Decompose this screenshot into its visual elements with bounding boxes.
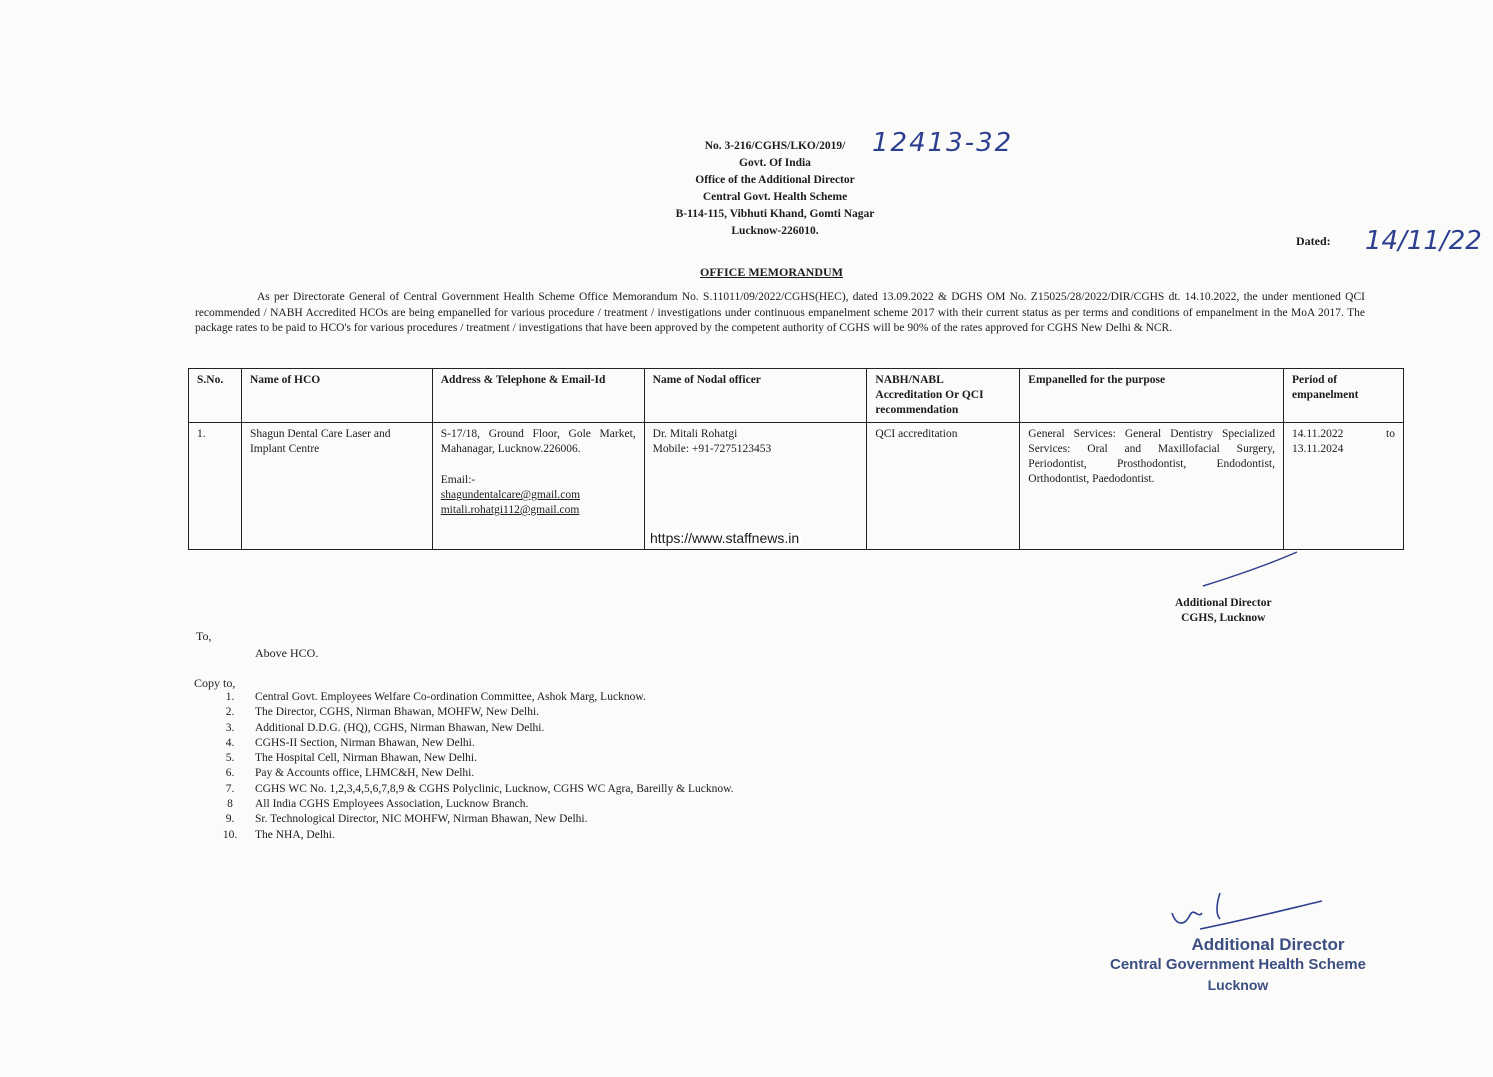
email-label: Email:- (440, 474, 476, 486)
list-item: 8 All India CGHS Employees Association, Lucknow Branch. (227, 798, 529, 811)
col-hco-name: Name of HCO (241, 369, 432, 423)
memo-title: OFFICE MEMORANDUM (700, 265, 843, 279)
to-label: To, (196, 629, 212, 643)
stamp-signature-icon (1150, 885, 1330, 935)
email-link-1[interactable]: shagundentalcare@gmail.com (440, 489, 581, 501)
handwritten-date: 14/11/22 (1365, 226, 1482, 256)
watermark-link[interactable]: https://www.staffnews.in (650, 530, 800, 546)
period-from: 14.11.2022 (1292, 428, 1344, 440)
to-recipient: Above HCO. (255, 646, 319, 660)
list-item: 6. Pay & Accounts office, LHMC&H, New Delhi. (225, 767, 475, 780)
handwritten-reference: 12413-32 (872, 128, 1014, 158)
reference-number: No. 3-216/CGHS/LKO/2019/ (704, 140, 846, 152)
col-address: Address & Telephone & Email-Id (432, 369, 644, 423)
cell-address (432, 423, 644, 550)
copy-to-label: Copy to, (194, 676, 236, 690)
header-line-address: B-114-115, Vibhuti Khand, Gomti Nagar (675, 208, 875, 220)
col-nodal-officer: Name of Nodal officer (644, 369, 867, 423)
stamp-line-scheme: Central Government Health Scheme (1110, 956, 1366, 973)
copy-to-list (205, 690, 734, 843)
col-sno: S.No. (189, 369, 242, 423)
header-line-city: Lucknow-226010. (731, 225, 819, 237)
list-item: 4. CGHS-II Section, Nirman Bhawan, New Delhi. (225, 736, 475, 749)
cell-sno: 1. (189, 423, 242, 550)
stamp-line-title: Additional Director (1191, 935, 1345, 954)
list-item: 7. CGHS WC No. 1,2,3,4,5,6,7,8,9 & CGHS Polyclinic, Lucknow, CGHS WC Agra, Bareilly & Lucknow. (225, 782, 734, 795)
email-link-2[interactable]: mitali.rohatgi112@gmail.com (440, 504, 580, 516)
header-line-office: Office of the Additional Director (695, 174, 855, 186)
list-item: 10. The NHA, Delhi. (222, 828, 335, 841)
empanelment-table (188, 368, 1404, 550)
table-header-row (189, 369, 1404, 423)
stamp-line-city: Lucknow (1207, 977, 1269, 993)
body-paragraph: As per Directorate General of Central Government Health Scheme Office Memorandum No. S.11011/09/2022/CGHS(HEC), dated 13.09.2022 & DGHS OM No. Z15025/28/2022/DIR/CGHS dt. 14.10.2022, the under mentioned QCI recommended / NABH Accredited HCOs are being empanelled for various procedure / treatment / investigations under continuous empanelment scheme 2017 with their current status as per terms and conditions of empanelment in the MoA 2017. The package rates to be paid to HCO's for various procedures / treatment / investigations that have been approved by the competent authority of CGHS will be 90% of the rates approved for CGHS New Delhi & NCR. (195, 291, 1365, 334)
cell-period (1284, 423, 1404, 550)
signatory-block (1175, 596, 1272, 626)
list-item: 9. Sr. Technological Director, NIC MOHFW, Nirman Bhawan, New Delhi. (225, 813, 588, 826)
list-item: 1. Central Govt. Employees Welfare Co-ordination Committee, Ashok Marg, Lucknow. (225, 691, 646, 703)
header-line-scheme: Central Govt. Health Scheme (702, 191, 848, 203)
nodal-mobile: Mobile: +91-7275123453 (652, 443, 772, 455)
nodal-name: Dr. Mitali Rohatgi (652, 428, 738, 440)
col-purpose: Empanelled for the purpose (1020, 369, 1284, 423)
list-item: 3. Additional D.D.G. (HQ), CGHS, Nirman Bhawan, New Delhi. (225, 721, 545, 734)
cell-purpose: General Services: General Dentistry Specialized Services: Oral and Maxillofacial Surgery, Periodontist, Prosthodontist, Endodontist, Orthodontist, Paedodontist. (1020, 423, 1284, 550)
list-item: 2. The Director, CGHS, Nirman Bhawan, MOHFW, New Delhi. (225, 706, 540, 719)
header-line-govt: Govt. Of India (739, 157, 811, 169)
cell-hco-name: Shagun Dental Care Laser and Implant Centre (241, 423, 432, 550)
official-stamp (1110, 935, 1366, 995)
cell-accreditation: QCI accreditation (867, 423, 1020, 550)
signatory-title: Additional Director (1175, 597, 1272, 609)
dated-label: Dated: (1296, 234, 1331, 248)
col-accreditation: NABH/NABL Accreditation Or QCI recommendation (867, 369, 1020, 423)
signatory-office: CGHS, Lucknow (1181, 612, 1266, 624)
period-to: 13.11.2024 (1292, 443, 1344, 455)
col-period: Period of empanelment (1284, 369, 1404, 423)
address-text: S-17/18, Ground Floor, Gole Market, Mahanagar, Lucknow.226006. (440, 428, 636, 455)
signature-stroke-icon (1195, 550, 1305, 590)
list-item: 5. The Hospital Cell, Nirman Bhawan, New Delhi. (225, 752, 477, 765)
period-to-word: to (1386, 428, 1395, 440)
